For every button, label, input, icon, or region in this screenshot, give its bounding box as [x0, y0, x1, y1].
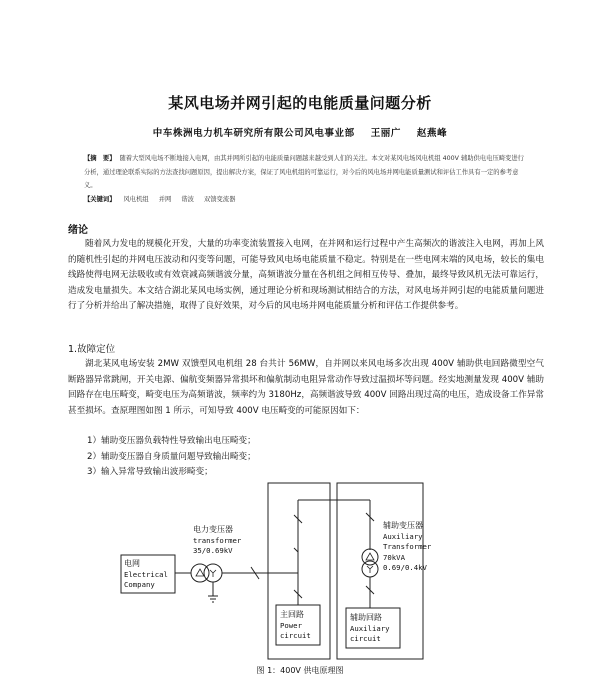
- power-transformer-label-cn: 电力变压器: [193, 525, 233, 534]
- breaker-icon: [294, 548, 298, 552]
- aux-transformer-label-cn: 辅助变压器: [383, 521, 423, 530]
- keyword: 双馈变流器: [203, 196, 236, 203]
- grid-label-en1: Electrical: [124, 570, 168, 579]
- grid-label-en2: Company: [124, 580, 155, 589]
- aux-transformer-primary: [362, 549, 378, 565]
- intro-text: 随着风力发电的规模化开发，大量的功率变流装置接入电网，在并网和运行过程中产生高频次的谐波注入电网，再加上风的随机性引起的并网电压波动和闪变等问题，可能导致风电场电能质量不稳定。特别是在一些电网末端的风电场，较长的集电线路使得电网无法吸收或有效衰减高频谐波分量，高频谐波分量在各机组之间相互传导、叠加，最终导致风机无法可靠运行，造成发电量损失。本文结合湖北某风电场实例，通过理论分析和现场测试相结合的方法，对风电场并网引起的电能质量问题进行了分析并给出了解决措施，取得了良好效果，对今后的风电场并网电能质量分析和评估工作提供参考。: [68, 239, 544, 311]
- keyword: 谐波: [181, 196, 194, 203]
- power-circuit-label-en1: Power: [280, 621, 302, 630]
- power-transformer-label-en: transformer: [193, 536, 242, 545]
- delta-symbol: [366, 553, 374, 560]
- abstract-text: 随着大型风电场不断地接入电网，由其并网所引起的电能质量问题越来越受到人们的关注。本文对某风电场风电机组 400V 辅助供电电压畸变进行分析，通过理论联系实际的方法查找问题原因，提出解决方案，保证了风电机组的可靠运行，对今后的风电场并网电能质量测试和评估工作具有一定的参考意义。: [84, 155, 524, 189]
- section-heading-intro: 绪论: [68, 225, 88, 236]
- list-item: 2）辅助变压器自身质量问题导致输出畸变；: [87, 451, 256, 462]
- list-item: 3）输入异常导致输出波形畸变；: [87, 467, 213, 477]
- aux-transformer-rating2: 0.69/0.4kV: [383, 563, 427, 572]
- power-transformer-rating: 35/0.69kV: [193, 546, 233, 555]
- grid-label-cn: 电网: [124, 559, 140, 568]
- keyword: 并网: [158, 196, 172, 203]
- abstract-tag: 【摘 要】: [84, 155, 116, 162]
- delta-symbol: [196, 569, 204, 576]
- keyword: 风电机组: [123, 196, 149, 203]
- power-circuit-label-en2: circuit: [280, 631, 311, 640]
- affiliation: 中车株洲电力机车研究所有限公司风电事业部: [152, 128, 355, 139]
- aux-circuit-label-en2: circuit: [350, 634, 381, 643]
- power-circuit-label-cn: 主回路: [280, 610, 304, 619]
- list-item: 1）辅助变压器负载特性导致输出电压畸变；: [87, 436, 256, 446]
- figure-caption: 图 1：400V 供电原理图: [256, 666, 344, 675]
- section-heading-1: 1.故障定位: [68, 344, 116, 355]
- aux-transformer-label-en1: Auxiliary: [383, 532, 423, 541]
- author-name: 王丽广: [370, 128, 401, 139]
- section1-text: 湖北某风电场安装 2MW 双馈型风电机组 28 台共计 56MW，自并网以来风电场多次出现 400V 辅助供电回路微型空气断路器异常跳闸，开关电源、偏航变频器异常损坏和偏航制动电阻异常动作导致过温损坏等问题。经实地测量发现 400V 辅助回路存在电压畸变，畸变电压为高频谐波，频率约为 3180Hz，高频谐波导致 400V 回路出现过高的电压，造成设备工作异常甚至损坏。查原理图如图 1 所示，可知导致 400V 电压畸变的可能原因如下：: [68, 359, 544, 416]
- aux-transformer-label-en2: Transformer: [383, 542, 432, 551]
- wye-symbol: [367, 566, 373, 573]
- keywords-tag: 【关键词】: [84, 196, 116, 203]
- aux-circuit-label-en1: Auxiliary: [350, 624, 390, 633]
- paper-title: 某风电场并网引起的电能质量问题分析: [168, 94, 432, 112]
- aux-circuit-label-cn: 辅助回路: [350, 613, 382, 622]
- author-name: 赵燕峰: [416, 128, 448, 139]
- wye-symbol: [210, 570, 216, 577]
- aux-transformer-rating1: 70kVA: [383, 553, 405, 562]
